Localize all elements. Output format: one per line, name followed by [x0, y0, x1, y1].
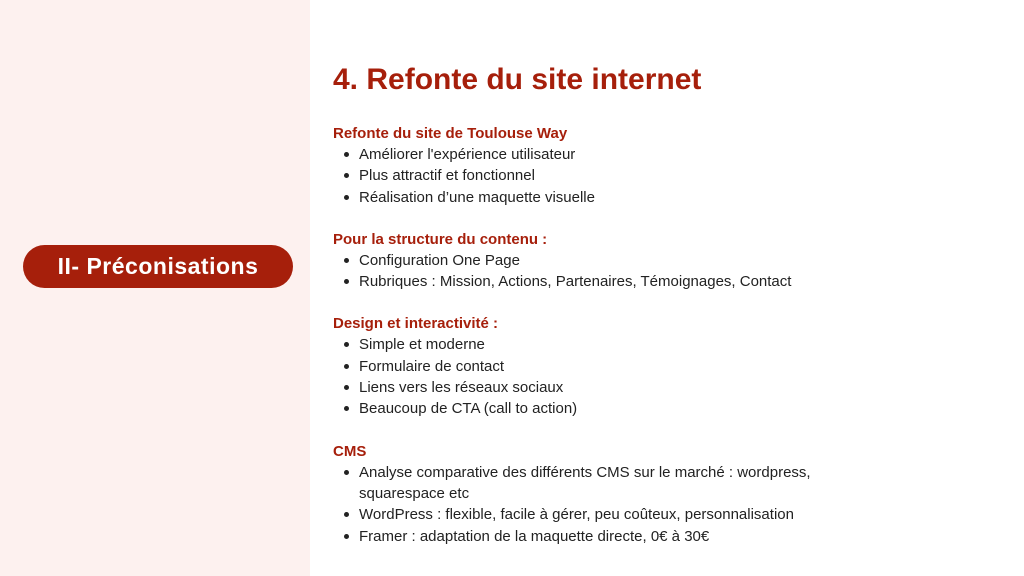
bullet-item: WordPress : flexible, facile à gérer, peu coûteux, personnalisation [333, 504, 1003, 525]
section-heading: Refonte du site de Toulouse Way [333, 125, 568, 142]
bullet-list [333, 144, 1003, 208]
main-content [333, 60, 1003, 568]
section-heading: Design et interactivité : [333, 315, 499, 333]
bullet-item: Beaucoup de CTA (call to action) [333, 398, 1003, 419]
bullet-list [333, 462, 1003, 547]
bullet-item: Formulaire de contact [333, 356, 1003, 377]
section-structure [333, 229, 1003, 293]
left-panel [0, 0, 310, 576]
bullet-list [333, 250, 1003, 293]
bullet-item: Framer : adaptation de la maquette directe, 0€ à 30€ [333, 526, 1003, 547]
section-refonte [333, 123, 1003, 208]
bullet-item: Analyse comparative des différents CMS sur le marché : wordpress, squarespace etc [333, 462, 889, 505]
bullet-item: Plus attractif et fonctionnel [333, 165, 1003, 186]
bullet-item: Réalisation d’une maquette visuelle [333, 187, 1003, 208]
section-heading: Pour la structure du contenu : [333, 230, 548, 248]
section-label-pill: II- Préconisations [23, 245, 293, 288]
bullet-item: Liens vers les réseaux sociaux [333, 377, 1003, 398]
section-design [333, 313, 1003, 419]
section-cms [333, 441, 1003, 547]
page-title: 4. Refonte du site internet [333, 63, 702, 96]
bullet-item: Améliorer l'expérience utilisateur [333, 144, 1003, 165]
section-heading: CMS [333, 442, 367, 460]
bullet-item: Configuration One Page [333, 250, 1003, 271]
bullet-list [333, 334, 1003, 419]
bullet-item: Simple et moderne [333, 334, 1003, 355]
bullet-item: Rubriques : Mission, Actions, Partenaires, Témoignages, Contact [333, 271, 1003, 292]
sections-container [333, 123, 1003, 547]
